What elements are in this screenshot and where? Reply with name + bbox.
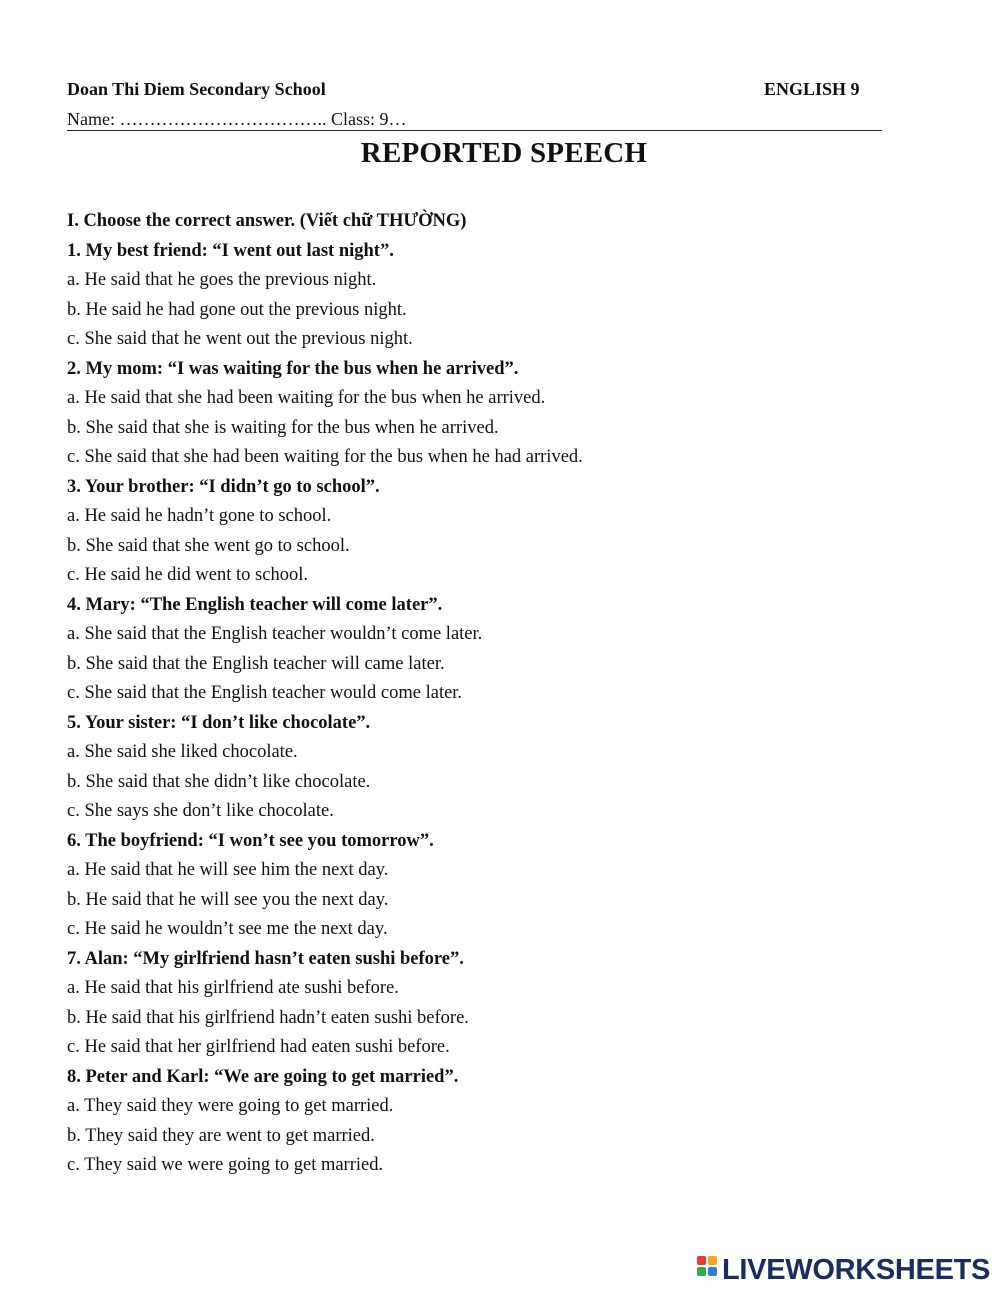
answer-option[interactable]: c. He said he wouldn’t see me the next day. [67,919,388,939]
answer-option[interactable]: a. He said he hadn’t gone to school. [67,506,332,526]
exercise-section [67,207,947,1181]
answer-option[interactable]: a. They said they were going to get married. [67,1096,394,1116]
answer-option[interactable]: c. He said that her girlfriend had eaten sushi before. [67,1037,450,1057]
answer-option[interactable]: b. He said he had gone out the previous night. [67,299,407,320]
answer-option[interactable]: a. He said that he will see him the next day. [67,860,389,880]
question-prompt: 8. Peter and Karl: “We are going to get married”. [67,1066,459,1087]
liveworksheets-logo [697,1253,990,1287]
answer-option[interactable]: c. They said we were going to get married. [67,1155,384,1175]
answer-option[interactable]: a. He said that his girlfriend ate sushi before. [67,978,399,998]
answer-option[interactable]: c. She said that she had been waiting for the bus when he had arrived. [67,447,583,467]
answer-option[interactable]: c. She said that the English teacher would come later. [67,683,463,703]
answer-option[interactable]: b. He said that he will see you the next day. [67,889,389,910]
question-prompt: 1. My best friend: “I went out last night”. [67,240,394,261]
question-prompt: 2. My mom: “I was waiting for the bus when he arrived”. [67,358,519,379]
logo-text: LIVEWORKSHEETS [722,1253,991,1286]
question-prompt: 4. Mary: “The English teacher will come later”. [67,594,443,615]
logo-mark-icon [697,1256,719,1284]
answer-option[interactable]: b. She said that the English teacher will came later. [67,653,445,674]
answer-option[interactable]: c. She says she don’t like chocolate. [67,801,334,821]
answer-option[interactable]: a. She said that the English teacher wouldn’t come later. [67,624,483,644]
subject-label: ENGLISH 9 [764,79,860,99]
answer-option[interactable]: b. She said that she didn’t like chocolate. [67,771,371,792]
question-prompt: 3. Your brother: “I didn’t go to school”. [67,476,380,497]
answer-option[interactable]: b. She said that she is waiting for the bus when he arrived. [67,417,499,438]
answer-option[interactable]: c. He said he did went to school. [67,565,308,585]
school-name: Doan Thi Diem Secondary School [67,79,326,99]
question-prompt: 5. Your sister: “I don’t like chocolate”. [67,712,371,733]
answer-option[interactable]: c. She said that he went out the previous night. [67,329,413,349]
question-list [67,237,947,1181]
name-class-line: Name: …………………………….. Class: 9… [67,108,882,131]
answer-option[interactable]: b. She said that she went go to school. [67,535,350,556]
page-title: REPORTED SPEECH [360,137,648,169]
answer-option[interactable]: b. They said they are went to get married. [67,1125,375,1146]
answer-option[interactable]: a. He said that he goes the previous night. [67,270,377,290]
question-prompt: 6. The boyfriend: “I won’t see you tomorrow”. [67,830,434,851]
question-prompt: 7. Alan: “My girlfriend hasn’t eaten sushi before”. [67,948,464,969]
section-heading: I. Choose the correct answer. (Viết chữ THƯỜNG) [67,211,467,231]
answer-option[interactable]: a. She said she liked chocolate. [67,742,298,762]
answer-option[interactable]: b. He said that his girlfriend hadn’t eaten sushi before. [67,1007,469,1028]
answer-option[interactable]: a. He said that she had been waiting for the bus when he arrived. [67,388,546,408]
